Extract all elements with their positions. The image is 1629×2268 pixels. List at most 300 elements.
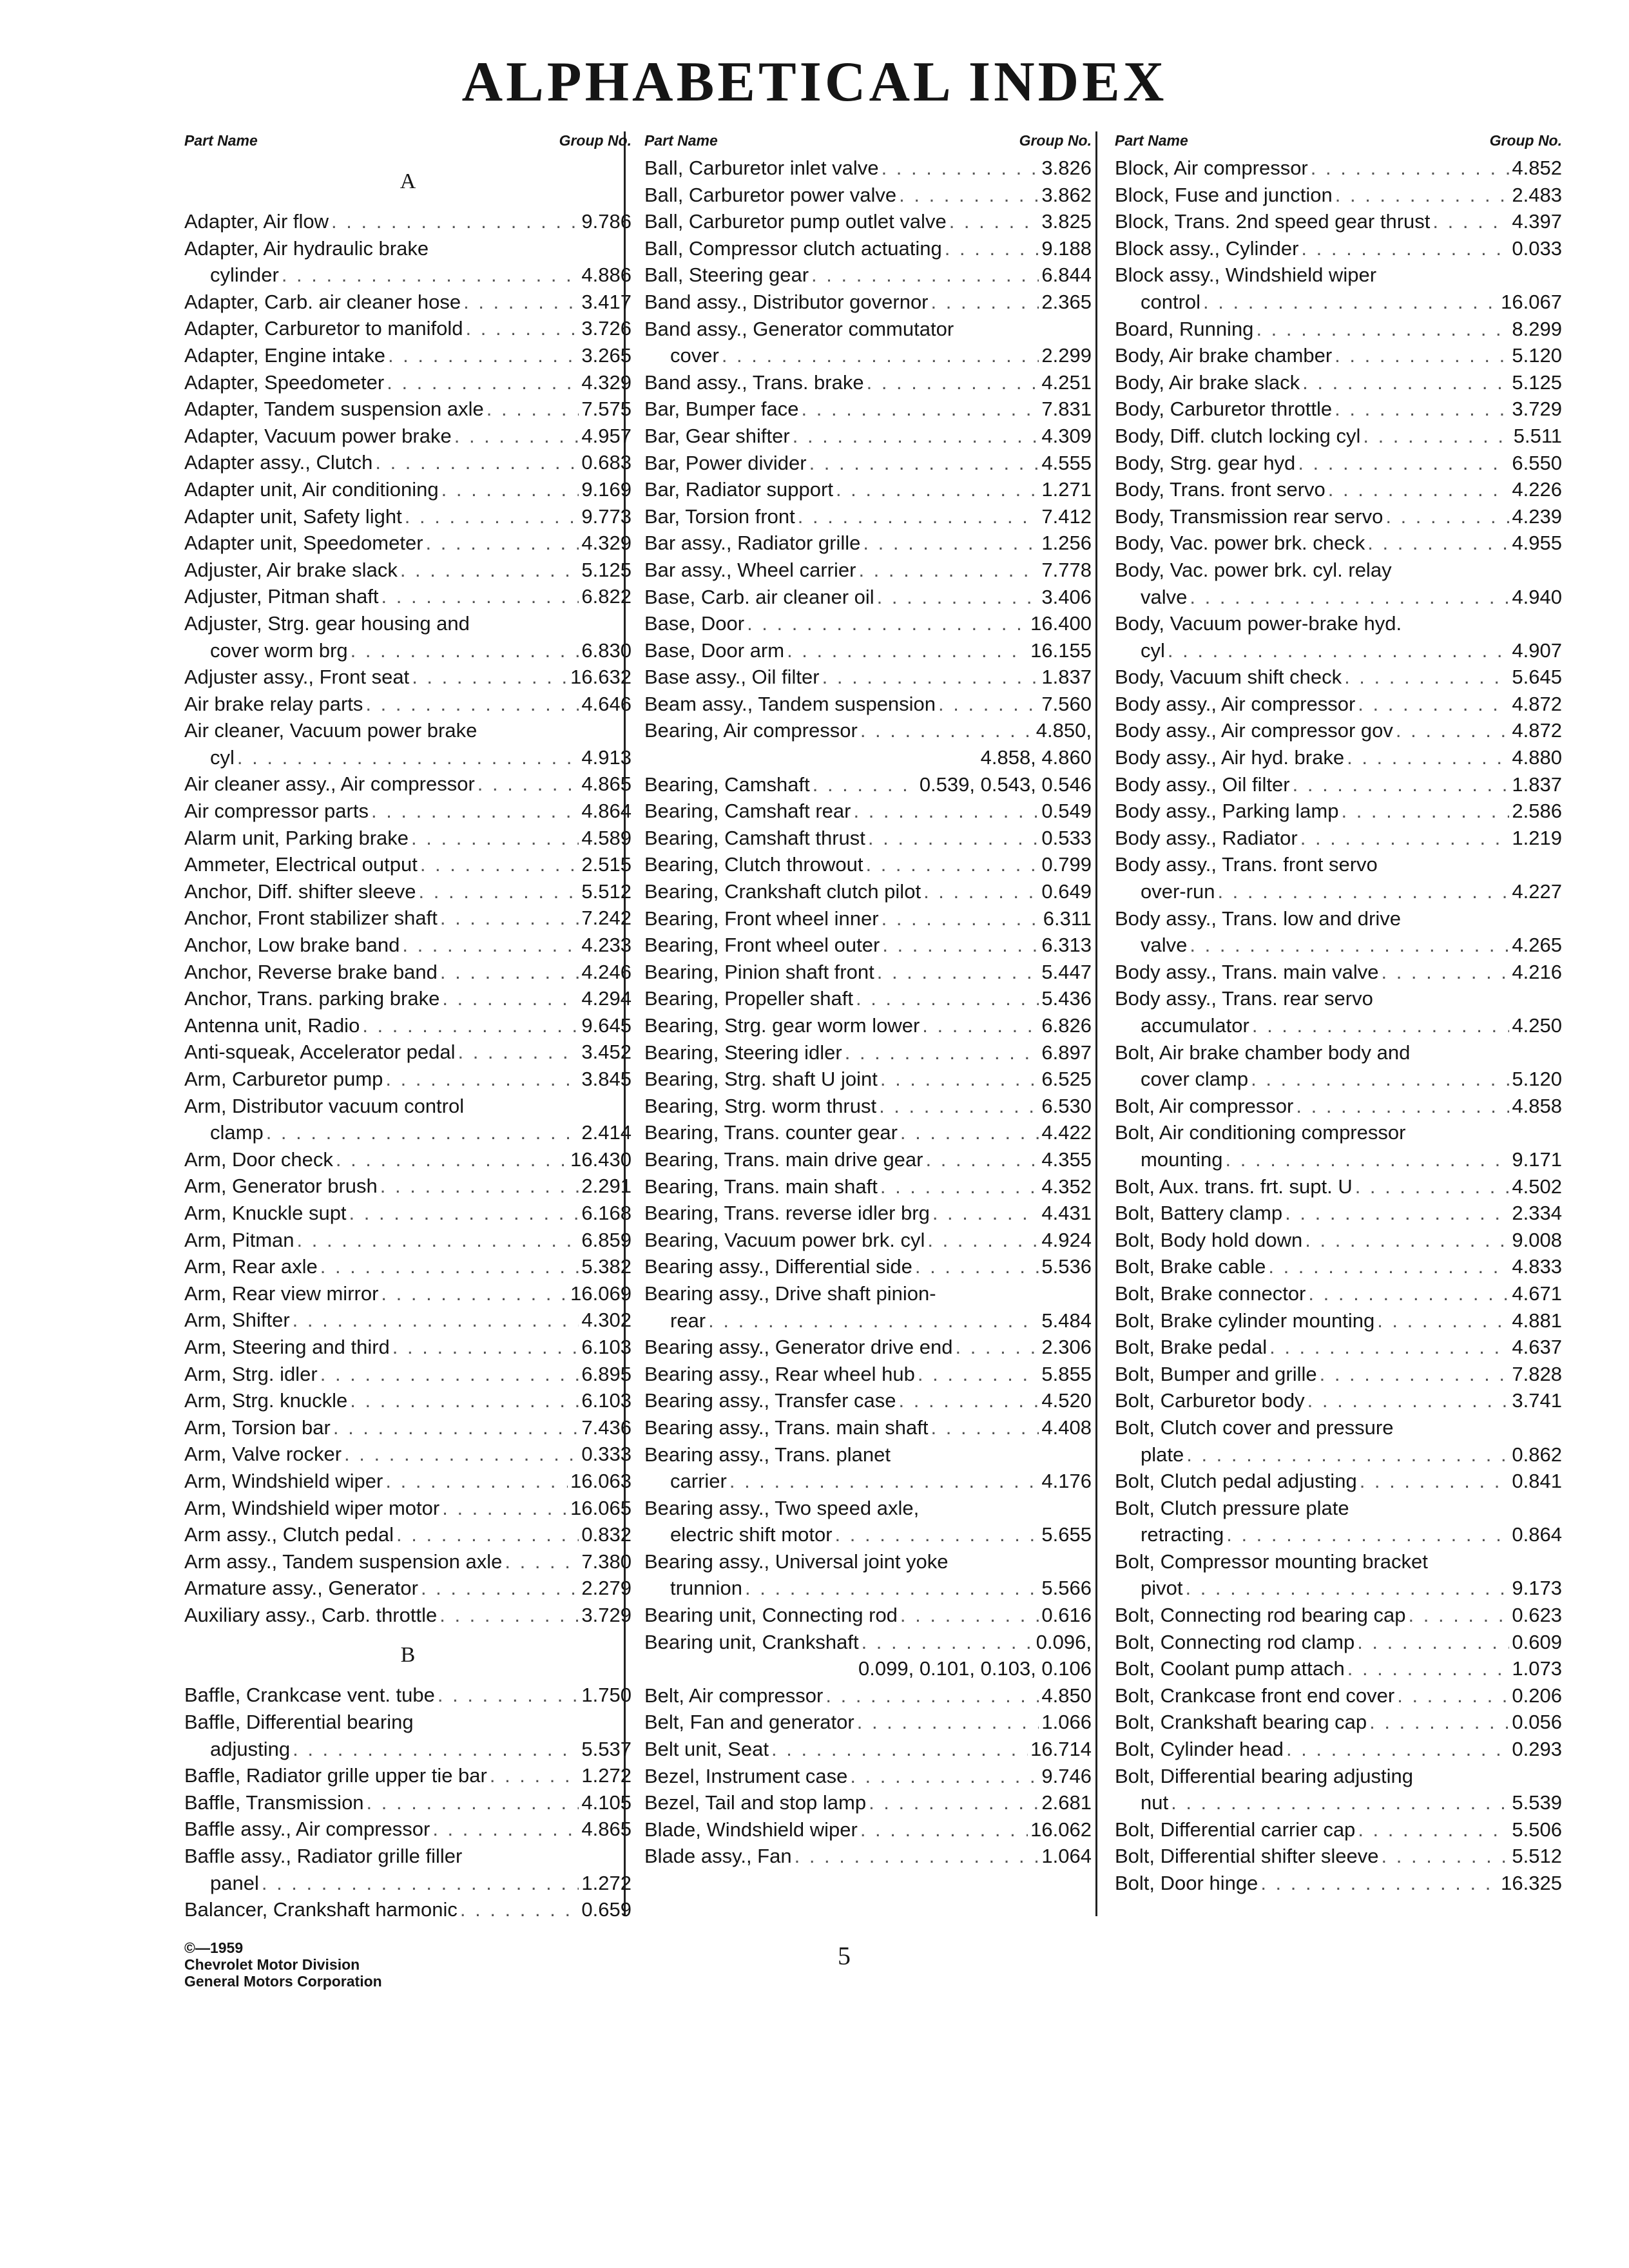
- part-name: Bearing, Vacuum power brk. cyl: [644, 1228, 925, 1251]
- group-number: 4.864: [581, 800, 631, 823]
- index-entry: [184, 744, 631, 771]
- part-name: Bolt, Crankshaft bearing cap: [1115, 1711, 1367, 1734]
- index-entry: [184, 1495, 631, 1522]
- index-entry: [1115, 1227, 1562, 1254]
- part-name: carrier: [670, 1470, 727, 1493]
- index-entry: [184, 449, 631, 476]
- dot-leader: [297, 1227, 579, 1254]
- index-entry: [644, 1146, 1092, 1173]
- group-number: 4.555: [1041, 451, 1092, 474]
- index-entry: [1115, 1441, 1562, 1468]
- part-name: Arm, Shifter: [184, 1309, 290, 1332]
- dot-leader: [863, 530, 1039, 557]
- index-entry: [1115, 825, 1562, 852]
- part-name: Arm, Torsion bar: [184, 1416, 331, 1439]
- index-entries: [184, 155, 631, 1923]
- group-number: 3.729: [581, 1603, 631, 1626]
- index-entry: [184, 905, 631, 932]
- dot-leader: [442, 1495, 568, 1522]
- part-name: Bolt, Crankcase front end cover: [1115, 1684, 1395, 1707]
- index-entry: [644, 396, 1092, 423]
- dot-leader: [1285, 1200, 1509, 1227]
- dot-leader: [1328, 476, 1510, 503]
- group-number: 9.645: [581, 1014, 631, 1037]
- part-name: Bar, Bumper face: [644, 398, 799, 421]
- group-number: 4.226: [1512, 478, 1562, 501]
- part-name: Bolt, Differential shifter sleeve: [1115, 1845, 1379, 1868]
- index-entry: [1115, 1655, 1562, 1682]
- index-entry: [184, 932, 631, 959]
- group-number: 16.714: [1030, 1738, 1092, 1761]
- index-entry: [644, 610, 1092, 637]
- index-entry: [184, 208, 631, 235]
- part-name: Body, Carburetor throttle: [1115, 398, 1333, 421]
- dot-leader: [392, 1334, 579, 1361]
- dot-leader: [1217, 878, 1509, 905]
- part-name: Belt unit, Seat: [644, 1738, 769, 1761]
- dot-leader: [868, 825, 1039, 852]
- part-name: Anchor, Front stabilizer shaft: [184, 907, 438, 930]
- group-number: 3.826: [1041, 157, 1092, 179]
- part-name: Body, Air brake chamber: [1115, 344, 1333, 367]
- index-entry: [644, 1629, 1092, 1656]
- group-no-header: Group No.: [1489, 132, 1562, 149]
- group-number: 4.872: [1512, 692, 1562, 715]
- dot-leader: [1367, 530, 1509, 557]
- part-name: Body, Strg. gear hyd: [1115, 451, 1296, 474]
- dot-leader: [1203, 289, 1498, 316]
- group-number: 0.623: [1512, 1604, 1562, 1627]
- dot-leader: [293, 1736, 579, 1763]
- dot-leader: [922, 1012, 1039, 1039]
- index-entry: [644, 1468, 1092, 1495]
- dot-leader: [505, 1548, 579, 1575]
- dot-leader: [402, 932, 579, 959]
- group-number: 1.219: [1512, 826, 1562, 849]
- group-number: 4.216: [1512, 960, 1562, 983]
- dot-leader: [811, 262, 1039, 289]
- index-entry: [1115, 423, 1562, 450]
- group-number: 4.589: [581, 826, 631, 849]
- index-entry: [184, 476, 631, 503]
- group-number: 6.844: [1041, 264, 1092, 287]
- index-entry: [1115, 878, 1562, 905]
- part-name: Adapter, Vacuum power brake: [184, 424, 452, 447]
- group-number: 0.333: [581, 1443, 631, 1466]
- dot-leader: [836, 476, 1039, 503]
- dot-leader: [745, 1575, 1039, 1602]
- part-name: valve: [1141, 585, 1188, 608]
- dot-leader: [1298, 450, 1509, 477]
- section-letter: A: [400, 169, 416, 193]
- dot-leader: [1377, 1307, 1509, 1334]
- dot-leader: [822, 664, 1039, 691]
- group-number: 4.881: [1512, 1309, 1562, 1332]
- group-number: 5.447: [1041, 960, 1092, 983]
- index-entry-line: Baffle assy., Radiator grille filler: [184, 1845, 463, 1868]
- part-name: Bolt, Brake cylinder mounting: [1115, 1309, 1375, 1332]
- index-entry: [184, 1575, 631, 1602]
- index-entries: [644, 155, 1092, 1870]
- index-entry: [1115, 1629, 1562, 1656]
- index-entry: [644, 1575, 1092, 1602]
- dot-leader: [1308, 1280, 1509, 1307]
- index-entry-line: Bolt, Air conditioning compressor: [1115, 1121, 1406, 1144]
- index-entry: [644, 1387, 1092, 1414]
- part-name: Blade, Windshield wiper: [644, 1818, 858, 1841]
- index-entry: [1115, 1682, 1562, 1709]
- part-name: Bearing assy., Generator drive end: [644, 1336, 953, 1359]
- index-entry: [644, 1361, 1092, 1388]
- dot-leader: [282, 262, 579, 289]
- group-number: 5.120: [1512, 344, 1562, 367]
- dot-leader: [932, 1200, 1039, 1227]
- group-number: 2.299: [1041, 344, 1092, 367]
- part-name: cylinder: [210, 264, 279, 287]
- part-name: Arm, Knuckle supt: [184, 1201, 347, 1224]
- dot-leader: [722, 342, 1039, 369]
- index-entry: [644, 1521, 1092, 1548]
- group-number: 4.502: [1512, 1175, 1562, 1198]
- dot-leader: [813, 771, 917, 798]
- group-number: 7.575: [581, 398, 631, 421]
- dot-leader: [1363, 423, 1510, 450]
- index-column-2: [644, 126, 1092, 1870]
- dot-leader: [1341, 798, 1509, 825]
- group-number: 4.671: [1512, 1282, 1562, 1305]
- part-name: Auxiliary assy., Carb. throttle: [184, 1603, 438, 1626]
- part-name: Arm, Strg. knuckle: [184, 1389, 348, 1412]
- dot-leader: [1268, 1253, 1509, 1280]
- group-number: 4.850,: [1036, 719, 1092, 742]
- part-name: cover: [670, 344, 719, 367]
- dot-leader: [877, 959, 1039, 986]
- part-name: Anchor, Diff. shifter sleeve: [184, 879, 416, 903]
- column-header: [184, 126, 631, 155]
- part-name: Adapter unit, Safety light: [184, 505, 402, 528]
- part-name: Bearing, Trans. counter gear: [644, 1121, 898, 1144]
- part-name: Bearing, Camshaft thrust: [644, 826, 865, 849]
- dot-leader: [877, 584, 1039, 611]
- dot-leader: [237, 744, 579, 771]
- index-entry: [1115, 1361, 1562, 1388]
- index-entry: [644, 1843, 1092, 1870]
- part-name: Arm, Generator brush: [184, 1175, 378, 1198]
- index-entry: [644, 1307, 1092, 1334]
- dot-leader: [1344, 664, 1509, 691]
- dot-leader: [809, 450, 1039, 477]
- dot-leader: [367, 1789, 579, 1816]
- group-number: 6.525: [1041, 1068, 1092, 1091]
- dot-leader: [487, 396, 579, 423]
- index-entry: [1115, 1816, 1562, 1843]
- dot-leader: [938, 691, 1039, 718]
- group-number: 6.826: [1041, 1014, 1092, 1037]
- group-number: 4.176: [1041, 1470, 1092, 1493]
- group-number: 0.533: [1041, 826, 1092, 849]
- part-name: Bolt, Carburetor body: [1115, 1389, 1305, 1412]
- part-name: Bearing, Strg. worm thrust: [644, 1094, 877, 1117]
- part-name: plate: [1141, 1443, 1184, 1466]
- dot-leader: [747, 610, 1028, 637]
- part-name: Baffle, Crankcase vent. tube: [184, 1684, 435, 1707]
- group-number: 3.406: [1041, 585, 1092, 608]
- group-number: 0.862: [1512, 1443, 1562, 1466]
- dot-leader: [1358, 1816, 1509, 1843]
- index-entry: [184, 1012, 631, 1039]
- index-entry: [644, 476, 1092, 503]
- index-entry: [644, 1253, 1092, 1280]
- group-number: 7.412: [1041, 505, 1092, 528]
- index-entry-line: Bolt, Air brake chamber body and: [1115, 1041, 1411, 1064]
- column-divider: [1095, 131, 1097, 1916]
- group-number: 5.655: [1041, 1523, 1092, 1546]
- group-number: 4.850: [1041, 1684, 1092, 1707]
- dot-leader: [351, 637, 579, 664]
- index-entry: [644, 985, 1092, 1012]
- part-name: Belt, Fan and generator: [644, 1711, 854, 1734]
- dot-leader: [1347, 1655, 1510, 1682]
- index-entry: [184, 637, 631, 664]
- group-number: 0.609: [1512, 1630, 1562, 1653]
- index-entry: [1115, 1468, 1562, 1495]
- part-name: accumulator: [1141, 1014, 1249, 1037]
- index-entry: [644, 959, 1092, 986]
- index-entry: [1115, 316, 1562, 343]
- group-number: 1.271: [1041, 478, 1092, 501]
- part-name: Baffle assy., Air compressor: [184, 1818, 430, 1841]
- dot-leader: [882, 932, 1039, 959]
- index-entry: [1115, 1307, 1562, 1334]
- part-name: Adapter, Carb. air cleaner hose: [184, 290, 461, 313]
- section-letter: B: [400, 1643, 416, 1667]
- group-number: 5.125: [581, 558, 631, 581]
- group-number: 0.539, 0.543, 0.546: [919, 773, 1092, 796]
- part-name: valve: [1141, 934, 1188, 957]
- index-entry: [184, 1387, 631, 1414]
- dot-leader: [918, 1361, 1039, 1388]
- dot-leader: [708, 1307, 1039, 1334]
- part-name: Body assy., Air compressor: [1115, 692, 1356, 715]
- part-name: Block assy., Cylinder: [1115, 236, 1299, 260]
- group-number: 5.511: [1513, 424, 1562, 447]
- group-number: 1.272: [581, 1871, 631, 1894]
- index-entry: [644, 1066, 1092, 1093]
- group-number: 4.833: [1512, 1255, 1562, 1278]
- part-name: Body, Diff. clutch locking cyl: [1115, 424, 1361, 447]
- group-number: 4.251: [1041, 370, 1092, 394]
- group-number: 1.066: [1041, 1711, 1092, 1734]
- group-number: 3.862: [1041, 183, 1092, 206]
- group-number: 4.858, 4.860: [980, 746, 1092, 769]
- group-number: 6.103: [581, 1389, 631, 1412]
- group-number: 4.872: [1512, 719, 1562, 742]
- part-name: Ball, Compressor clutch actuating: [644, 236, 942, 260]
- dot-leader: [899, 182, 1039, 209]
- part-name: Arm, Windshield wiper: [184, 1469, 383, 1492]
- dot-leader: [1190, 584, 1509, 611]
- group-number: 6.830: [581, 639, 631, 662]
- part-name: Base, Door: [644, 612, 745, 635]
- dot-leader: [1335, 342, 1509, 369]
- group-number: 4.955: [1512, 532, 1562, 555]
- group-number: 2.483: [1512, 183, 1562, 206]
- dot-leader: [880, 1173, 1039, 1200]
- part-name: Bearing, Camshaft rear: [644, 800, 851, 823]
- dot-leader: [729, 1468, 1039, 1495]
- dot-leader: [879, 1093, 1039, 1120]
- part-name: Body, Air brake slack: [1115, 370, 1300, 394]
- group-number: 9.008: [1512, 1228, 1562, 1251]
- index-entry: [1115, 1093, 1562, 1120]
- index-entry: [644, 557, 1092, 584]
- group-number: 4.329: [581, 370, 631, 394]
- dot-leader: [432, 1816, 579, 1843]
- dot-leader: [853, 798, 1039, 825]
- dot-leader: [426, 530, 579, 557]
- index-entry: [644, 664, 1092, 691]
- index-entry: [184, 1227, 631, 1254]
- group-number: 16.155: [1030, 639, 1092, 662]
- dot-leader: [396, 1521, 579, 1548]
- dot-leader: [923, 878, 1039, 905]
- index-entry: [1115, 1521, 1562, 1548]
- part-name-header: Part Name: [184, 132, 258, 149]
- dot-leader: [1190, 932, 1509, 959]
- group-number: 4.865: [581, 1818, 631, 1841]
- index-entry: [184, 1173, 631, 1200]
- index-entry: [644, 744, 1092, 771]
- group-number: 6.859: [581, 1228, 631, 1251]
- part-name: Bearing, Trans. reverse idler brg: [644, 1202, 930, 1225]
- group-number: 4.422: [1041, 1121, 1092, 1144]
- index-entry: [184, 1414, 631, 1441]
- dot-leader: [411, 825, 579, 852]
- index-entry: [644, 235, 1092, 262]
- group-no-header: Group No.: [559, 132, 631, 149]
- index-entry: [1115, 289, 1562, 316]
- group-number: 7.380: [581, 1550, 631, 1573]
- index-entry-line: Baffle, Differential bearing: [184, 1711, 414, 1734]
- part-name: Arm, Valve rocker: [184, 1443, 342, 1466]
- part-name: Adapter assy., Clutch: [184, 451, 373, 474]
- dot-leader: [442, 985, 579, 1012]
- part-name: Adapter, Air flow: [184, 210, 329, 233]
- part-name: Bar, Torsion front: [644, 505, 795, 528]
- dot-leader: [931, 289, 1039, 316]
- index-entry: [184, 262, 631, 289]
- group-number: 16.063: [570, 1469, 631, 1492]
- part-name: Adapter, Engine intake: [184, 343, 385, 367]
- group-number: 6.550: [1512, 451, 1562, 474]
- dot-leader: [915, 1253, 1039, 1280]
- dot-leader: [1226, 1521, 1509, 1548]
- index-entry: [184, 1762, 631, 1789]
- dot-leader: [293, 1307, 579, 1334]
- part-name: Body, Trans. front servo: [1115, 478, 1325, 501]
- index-entry: [184, 557, 631, 584]
- part-name: Arm, Rear axle: [184, 1255, 318, 1278]
- dot-leader: [460, 1896, 579, 1923]
- part-name: Balancer, Crankshaft harmonic: [184, 1898, 458, 1921]
- dot-leader: [1226, 1146, 1510, 1173]
- index-entry: [1115, 1736, 1562, 1763]
- dot-leader: [320, 1361, 579, 1388]
- group-number: 4.105: [581, 1791, 631, 1814]
- part-name: Bearing, Air compressor: [644, 719, 858, 742]
- part-name: Alarm unit, Parking brake: [184, 826, 409, 849]
- group-number: 16.400: [1030, 612, 1092, 635]
- index-entry: [184, 369, 631, 396]
- part-name: Bearing assy., Rear wheel hub: [644, 1362, 915, 1385]
- index-entry-line: Bolt, Clutch cover and pressure: [1115, 1416, 1394, 1439]
- dot-leader: [1251, 1066, 1509, 1093]
- dot-leader: [1385, 503, 1509, 530]
- part-name: Body, Transmission rear servo: [1115, 505, 1383, 528]
- part-name: Arm, Pitman: [184, 1228, 294, 1251]
- part-name: cover worm brg: [210, 639, 348, 662]
- group-number: 5.484: [1041, 1309, 1092, 1332]
- dot-leader: [858, 557, 1039, 584]
- index-entry: [644, 1816, 1092, 1843]
- group-number: 4.265: [1512, 934, 1562, 957]
- part-name: electric shift motor: [670, 1523, 833, 1546]
- group-number: 4.250: [1512, 1014, 1562, 1037]
- index-entry: [184, 583, 631, 610]
- dot-leader: [1357, 1629, 1509, 1656]
- dot-leader: [1171, 1789, 1509, 1816]
- index-entry-line: Bolt, Clutch pressure plate: [1115, 1496, 1349, 1519]
- index-entry: [184, 1468, 631, 1495]
- index-entry: [184, 1441, 631, 1468]
- dot-leader: [771, 1736, 1028, 1763]
- index-entry: [644, 1602, 1092, 1629]
- group-number: 4.227: [1512, 880, 1562, 903]
- index-column-3: [1115, 126, 1562, 1897]
- group-number: 2.306: [1041, 1336, 1092, 1359]
- dot-leader: [1355, 1173, 1510, 1200]
- index-entry: [184, 1816, 631, 1843]
- index-entry: [184, 423, 631, 450]
- index-entry: [1115, 1387, 1562, 1414]
- group-number: 5.512: [1512, 1845, 1562, 1868]
- index-entry: [1115, 1843, 1562, 1870]
- dot-leader: [463, 289, 579, 316]
- dot-leader: [454, 423, 579, 450]
- part-name: Bearing, Camshaft: [644, 773, 810, 796]
- index-entry: [184, 1039, 631, 1066]
- part-name: Armature assy., Generator: [184, 1577, 418, 1600]
- group-number: 4.520: [1041, 1389, 1092, 1412]
- part-name: Blade assy., Fan: [644, 1845, 792, 1868]
- index-entry: [1115, 369, 1562, 396]
- dot-leader: [1311, 155, 1510, 182]
- group-number: 9.746: [1041, 1764, 1092, 1787]
- index-entry: [644, 289, 1092, 316]
- index-entry: [1115, 1146, 1562, 1173]
- dot-leader: [1335, 396, 1509, 423]
- index-entry: [1115, 530, 1562, 557]
- part-name: Bolt, Brake connector: [1115, 1282, 1306, 1305]
- group-number: 0.864: [1512, 1523, 1562, 1546]
- index-entry: [1115, 208, 1562, 235]
- index-entry: [184, 664, 631, 691]
- group-number: 3.741: [1512, 1389, 1562, 1412]
- part-name: retracting: [1141, 1523, 1224, 1546]
- index-entry-line: Body assy., Trans. rear servo: [1115, 987, 1373, 1010]
- part-name: Bar assy., Wheel carrier: [644, 558, 856, 581]
- part-name: Bearing, Steering idler: [644, 1041, 842, 1064]
